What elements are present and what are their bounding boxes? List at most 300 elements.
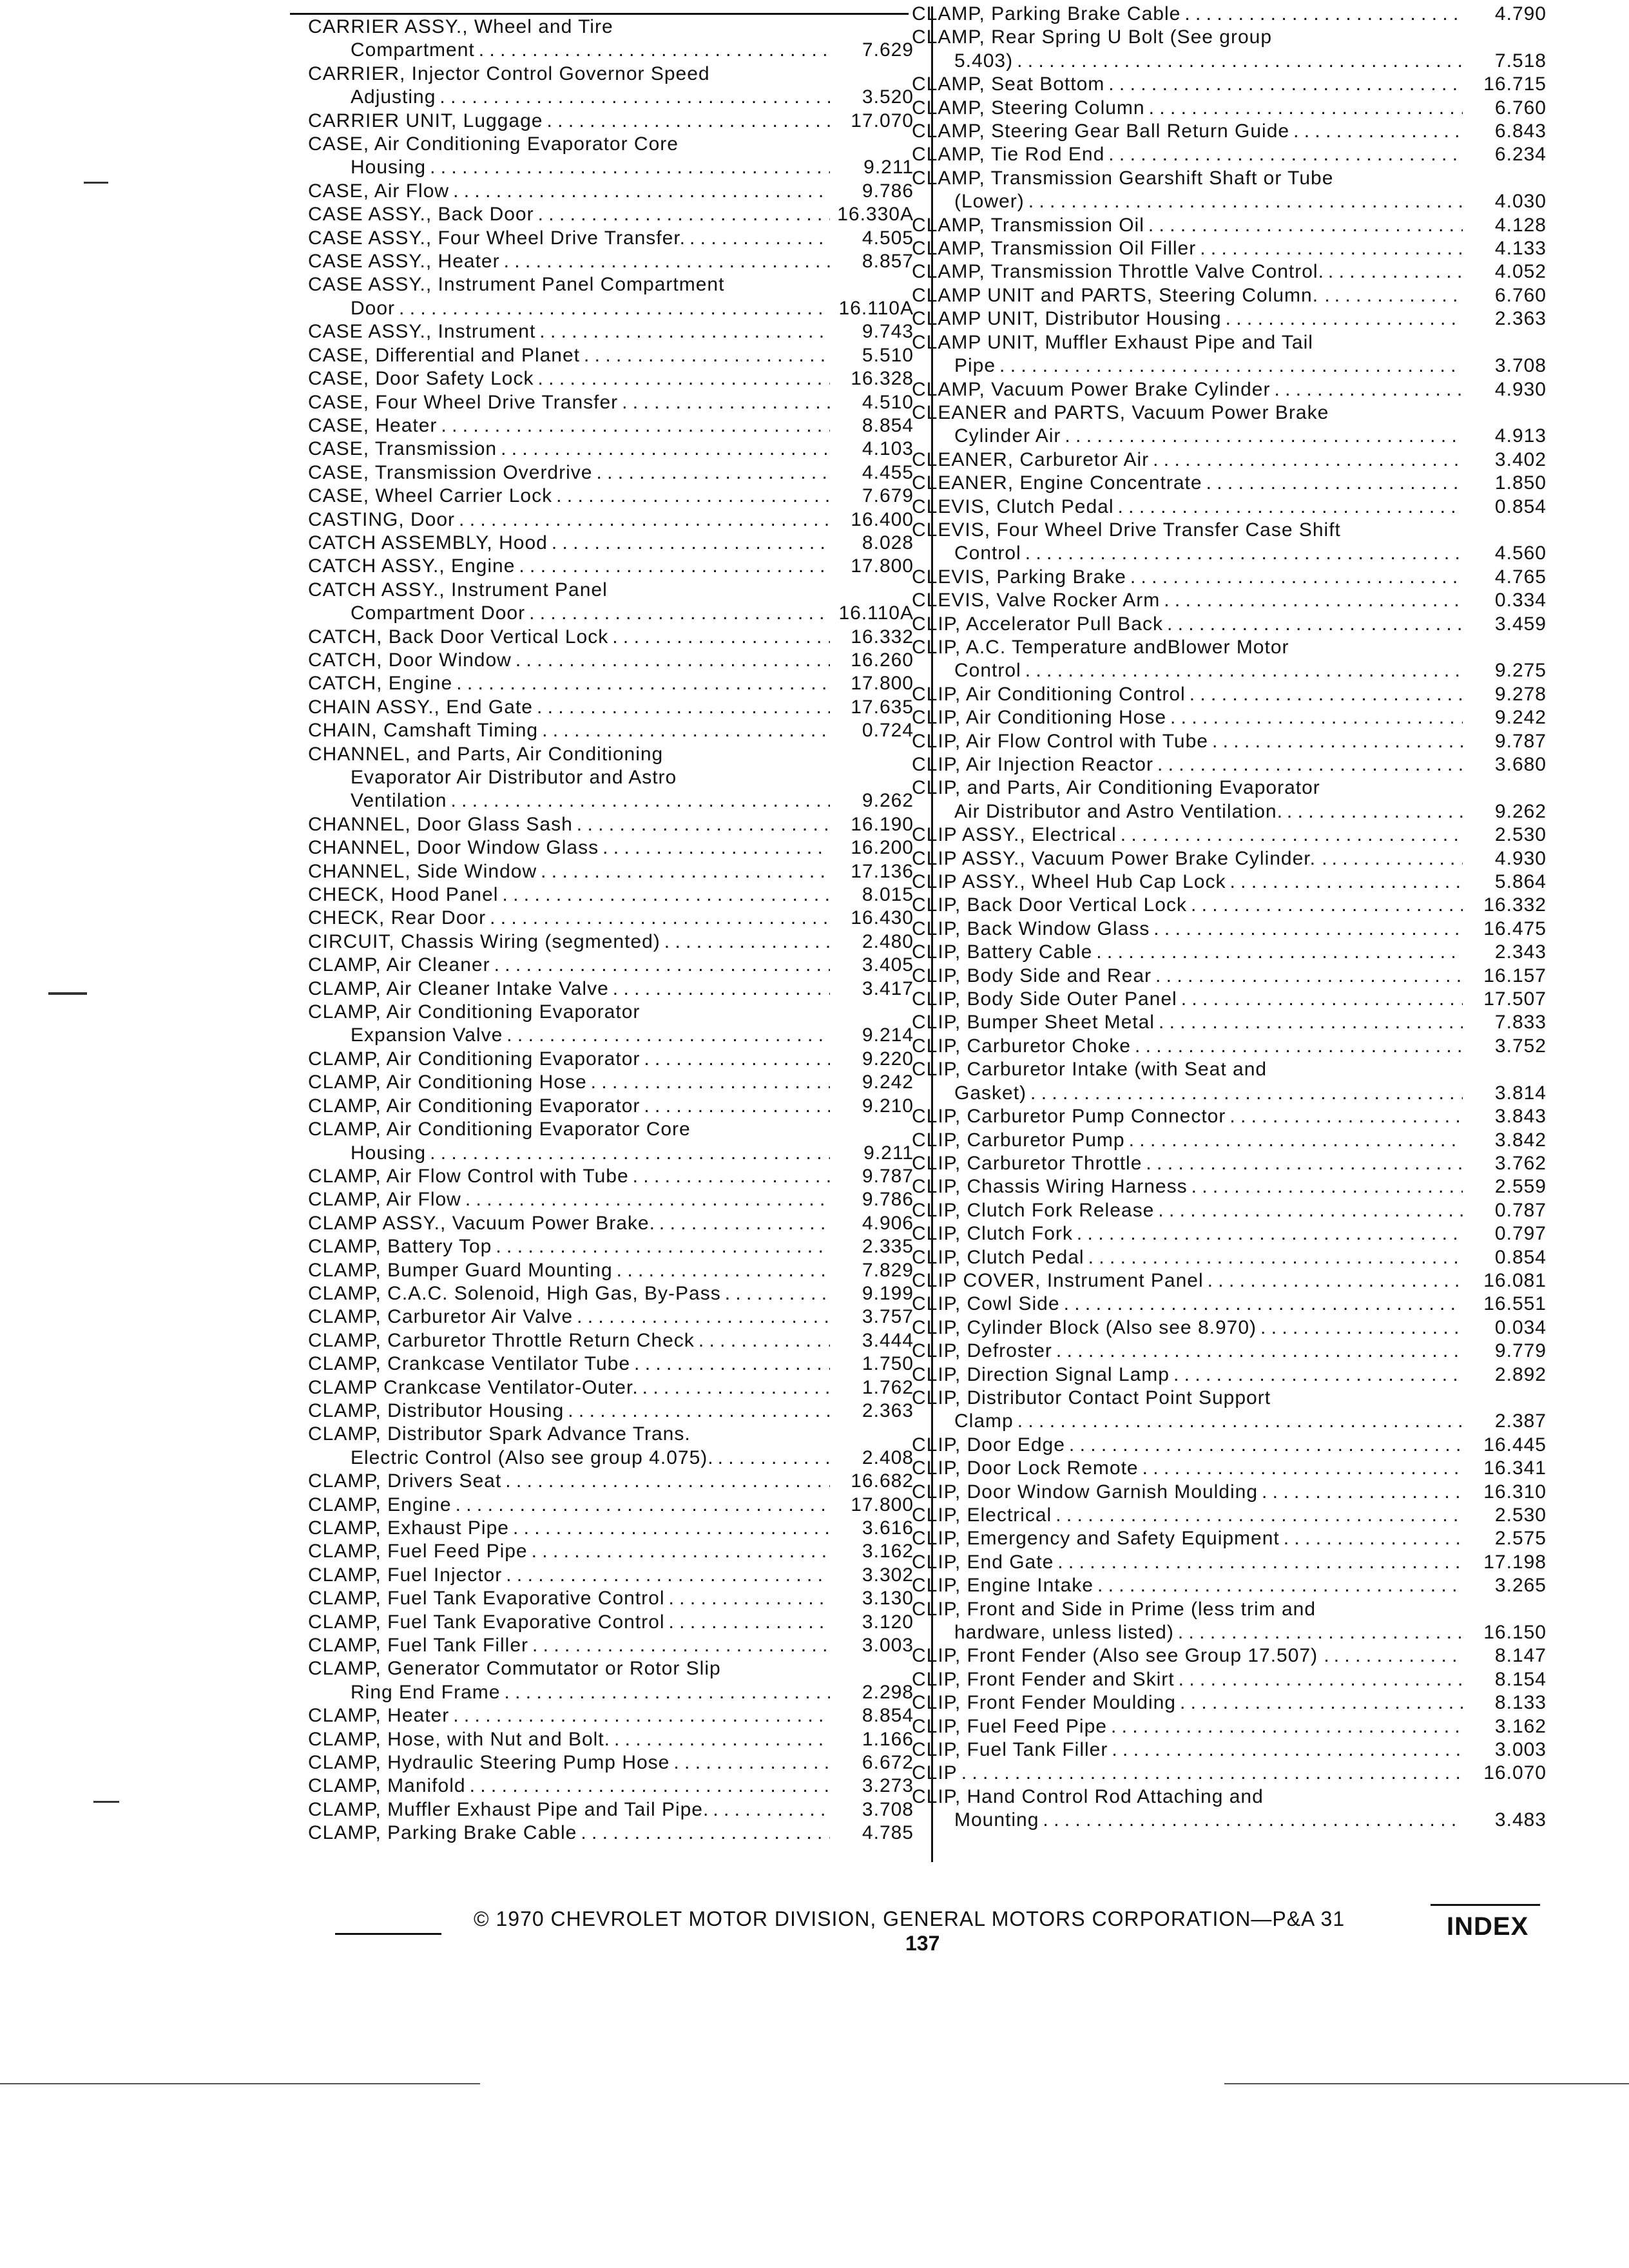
group-number: 2.530 [1494, 1504, 1547, 1526]
dot-leader [430, 156, 830, 179]
entry-text: CASE, Air Conditioning Evaporator Core [308, 133, 679, 155]
group-number: 3.273 [862, 1775, 914, 1797]
index-column-right [912, 3, 1547, 1832]
index-entry [912, 1340, 1547, 1363]
index-entry [308, 1399, 914, 1423]
index-entry [308, 719, 914, 742]
entry-text: CLIP ASSY., Vacuum Power Brake Cylinder. . [912, 847, 1328, 869]
dot-leader [1262, 1481, 1463, 1504]
index-entry [308, 414, 914, 437]
group-number: 4.455 [862, 461, 914, 483]
group-number: 16.332 [851, 626, 914, 648]
dot-leader [1117, 495, 1463, 519]
entry-text: CLAMP, Carburetor Throttle Return Check [308, 1329, 695, 1351]
group-number: 1.750 [862, 1353, 914, 1375]
entry-text: CLAMP, Fuel Injector [308, 1564, 503, 1586]
entry-text: CARRIER UNIT, Luggage [308, 110, 543, 131]
index-entry [912, 73, 1547, 96]
group-number: 7.679 [862, 485, 914, 507]
index-entry [912, 1035, 1547, 1058]
dot-leader [1043, 1809, 1463, 1832]
group-number: 2.408 [862, 1446, 914, 1468]
index-entry [912, 401, 1547, 448]
entry-text: CLAMP, Fuel Tank Evaporative Control [308, 1611, 665, 1633]
entry-text: CLAMP, Fuel Tank Filler [308, 1635, 529, 1657]
entry-text: CASE, Door Safety Lock [308, 368, 534, 390]
entry-text: CLIP, Engine Intake [912, 1575, 1094, 1597]
index-entry [912, 1175, 1547, 1198]
group-number: 8.133 [1494, 1692, 1547, 1714]
entry-text: CASTING, Door [308, 508, 456, 530]
entry-text: CLAMP, Generator Commutator or Rotor Slip [308, 1658, 721, 1680]
entry-text: CLIP, and Parts, Air Conditioning Evaporator [912, 777, 1320, 799]
index-entry [912, 26, 1547, 73]
dot-leader [718, 1446, 830, 1470]
dot-leader [725, 1282, 830, 1305]
dot-leader [1055, 1504, 1463, 1527]
index-entry [308, 1634, 914, 1657]
dot-leader [644, 1095, 830, 1118]
entry-text: CLIP, Distributor Contact Point Support [912, 1387, 1271, 1408]
index-entry [308, 367, 914, 390]
top-rule [290, 13, 909, 15]
index-entry [912, 918, 1547, 941]
dot-leader [1181, 988, 1463, 1011]
entry-text: CLAMP, Parking Brake Cable [912, 3, 1181, 24]
entry-text: CATCH, Engine [308, 673, 453, 695]
entry-text: CLIP, Front Fender and Skirt [912, 1668, 1175, 1690]
entry-text: CLEANER, Carburetor Air [912, 448, 1150, 470]
group-number: 2.480 [862, 930, 914, 952]
entry-text: CLIP, Air Injection Reactor [912, 754, 1153, 775]
entry-text: CLIP, Direction Signal Lamp [912, 1363, 1170, 1385]
index-entry [912, 143, 1547, 166]
entry-text: CLAMP, Hose, with Nut and Bolt. [308, 1728, 610, 1750]
dot-leader [465, 1188, 830, 1211]
index-entry [912, 730, 1547, 753]
index-entry [308, 649, 914, 672]
dot-leader [1155, 965, 1463, 988]
entry-text: CASE ASSY., Four Wheel Drive Transfer. [308, 227, 686, 249]
dot-leader [1226, 307, 1463, 331]
entry-text: CATCH, Door Window [308, 649, 512, 671]
index-entry [308, 133, 914, 180]
entry-text: CLAMP, Transmission Oil Filler [912, 238, 1197, 260]
group-number: 0.854 [1494, 1246, 1547, 1268]
index-entry [308, 1095, 914, 1118]
group-number: 9.275 [1494, 660, 1547, 682]
dot-leader [541, 860, 830, 883]
index-entry [912, 1222, 1547, 1245]
index-entry [308, 110, 914, 133]
group-number: 4.052 [1494, 261, 1547, 283]
entry-text: CASE, Four Wheel Drive Transfer [308, 391, 619, 413]
entry-text: CLAMP, Drivers Seat [308, 1470, 502, 1492]
group-number: 2.343 [1494, 941, 1547, 963]
entry-text: CHAIN, Camshaft Timing [308, 720, 539, 742]
index-entry [308, 320, 914, 343]
dot-leader [1135, 1035, 1463, 1058]
group-number: 3.003 [1494, 1739, 1547, 1761]
index-entry [912, 472, 1547, 495]
group-number: 7.518 [1494, 50, 1547, 72]
group-number: 9.199 [862, 1282, 914, 1304]
entry-text: CLIP ASSY., Wheel Hub Cap Lock [912, 871, 1226, 893]
group-number: 16.200 [851, 837, 914, 859]
dot-leader [1088, 1246, 1463, 1269]
entry-text: CLIP, Air Conditioning Control [912, 683, 1186, 705]
group-number: 2.575 [1494, 1528, 1547, 1550]
dot-leader [501, 437, 830, 461]
entry-text: CLAMP, Air Conditioning Evaporator [308, 1001, 641, 1023]
group-number: 4.030 [1494, 191, 1547, 213]
dot-leader [1191, 1175, 1463, 1198]
entry-text: CLIP, Clutch Fork Release [912, 1199, 1155, 1221]
entry-text: CLEVIS, Parking Brake [912, 566, 1126, 588]
index-entry [308, 743, 914, 813]
entry-text: Housing [351, 1142, 427, 1164]
entry-text: Control [954, 660, 1021, 682]
group-number: 5.510 [862, 344, 914, 366]
index-entry [912, 1481, 1547, 1504]
index-entry [308, 344, 914, 367]
dot-leader [556, 485, 830, 508]
dot-leader [664, 930, 830, 954]
group-number: 8.147 [1494, 1645, 1547, 1667]
dot-leader [642, 1376, 830, 1399]
group-number: 9.787 [1494, 730, 1547, 752]
index-entry [308, 1376, 914, 1399]
group-number: 2.363 [1494, 308, 1547, 330]
index-entry [912, 1011, 1547, 1034]
entry-text: CLAMP, Air Conditioning Evaporator [308, 1095, 641, 1117]
group-number: 3.003 [862, 1635, 914, 1657]
group-number: 0.724 [862, 720, 914, 742]
entry-text: CLEVIS, Clutch Pedal [912, 495, 1114, 517]
index-entry [308, 1704, 914, 1727]
entry-text: CLAMP, Seat Bottom [912, 73, 1105, 95]
entry-text: CLIP, Hand Control Rod Attaching and [912, 1785, 1264, 1807]
group-number: 1.762 [862, 1376, 914, 1398]
entry-text: CLAMP, Crankcase Ventilator Tube [308, 1353, 631, 1375]
index-entry [912, 1668, 1547, 1691]
entry-text: CLIP, Body Side and Rear [912, 965, 1152, 986]
dot-leader [1191, 894, 1463, 917]
entry-text: CLAMP ASSY., Vacuum Power Brake. [308, 1212, 655, 1234]
index-entry [912, 1762, 1547, 1785]
entry-text: CLAMP, Air Flow [308, 1189, 461, 1211]
index-entry [912, 683, 1547, 706]
dot-leader [634, 1352, 830, 1376]
index-entry [912, 1527, 1547, 1550]
dot-leader [1335, 284, 1463, 307]
entry-text: CLAMP, Tie Rod End [912, 144, 1105, 166]
group-number: 3.162 [862, 1541, 914, 1562]
margin-mark [84, 182, 108, 184]
entry-text: CLAMP UNIT, Muffler Exhaust Pipe and Tail [912, 331, 1313, 353]
dot-leader [1328, 260, 1463, 284]
entry-text: CLIP, Clutch Fork [912, 1223, 1073, 1245]
group-number: 6.234 [1494, 144, 1547, 166]
index-entry [912, 1574, 1547, 1597]
group-number: 2.363 [862, 1399, 914, 1421]
index-entry [308, 1305, 914, 1329]
group-number: 5.864 [1494, 871, 1547, 893]
entry-text: Compartment [351, 39, 475, 61]
entry-text: CLIP, Carburetor Pump Connector [912, 1106, 1226, 1128]
index-entry [308, 1188, 914, 1211]
dot-leader [1164, 589, 1463, 612]
dot-leader [532, 1634, 830, 1657]
entry-text: CLEANER, Engine Concentrate [912, 472, 1202, 494]
entry-text: CLAMP, Muffler Exhaust Pipe and Tail Pipe. [308, 1798, 709, 1820]
dot-leader [633, 1165, 830, 1188]
group-number: 16.110A [838, 602, 914, 624]
dot-leader [1178, 1621, 1463, 1644]
dot-leader [470, 1774, 830, 1798]
index-entry [912, 284, 1547, 307]
group-number: 3.302 [862, 1564, 914, 1586]
entry-text: CLAMP, Rear Spring U Bolt (See group [912, 26, 1273, 48]
entry-text: Expansion Valve [351, 1024, 503, 1046]
dot-leader [538, 203, 830, 226]
dot-leader [1158, 1199, 1463, 1222]
entry-text: CLIP, Back Window Glass [912, 918, 1150, 939]
entry-text: CLAMP, Fuel Feed Pipe [308, 1541, 528, 1562]
group-number: 9.211 [863, 157, 914, 178]
entry-text: Mounting [954, 1809, 1039, 1831]
dot-leader [537, 367, 830, 390]
dot-leader [1230, 870, 1463, 894]
index-entry [912, 1715, 1547, 1738]
group-number: 16.682 [851, 1470, 914, 1492]
group-number: 4.128 [1494, 214, 1547, 236]
entry-text: CLIP, Emergency and Safety Equipment [912, 1528, 1280, 1550]
group-number: 2.298 [862, 1681, 914, 1703]
entry-text: CLIP COVER, Instrument Panel [912, 1269, 1204, 1291]
dot-leader [1056, 1340, 1463, 1363]
dot-leader [1229, 1105, 1463, 1128]
entry-text: CLIP, Front and Side in Prime (less trim and [912, 1598, 1316, 1620]
group-number: 16.445 [1483, 1434, 1547, 1456]
entry-text: CLIP, Back Door Vertical Lock [912, 894, 1187, 916]
group-number: 16.332 [1483, 894, 1547, 916]
entry-text: CLIP, Carburetor Intake (with Seat and [912, 1059, 1268, 1081]
group-number: 4.510 [862, 391, 914, 413]
entry-text: CLIP, Door Window Garnish Moulding [912, 1481, 1258, 1503]
dot-leader [1030, 1082, 1463, 1105]
dot-leader [1332, 847, 1463, 870]
entry-text: Compartment Door [351, 602, 526, 624]
index-entry [308, 1728, 914, 1751]
group-number: 9.779 [1494, 1340, 1547, 1362]
dot-leader [399, 297, 830, 320]
index-entry [912, 1457, 1547, 1480]
index-entry [912, 753, 1547, 776]
index-entry [912, 331, 1547, 378]
group-number: 6.760 [1494, 97, 1547, 119]
entry-text: CLAMP Crankcase Ventilator-Outer. [308, 1376, 639, 1398]
group-number: 9.220 [862, 1048, 914, 1070]
dot-leader [669, 1611, 831, 1634]
group-number: 7.829 [862, 1259, 914, 1281]
dot-leader [479, 39, 830, 62]
group-number: 3.130 [862, 1588, 914, 1610]
dot-leader [1274, 378, 1463, 401]
index-entry [308, 977, 914, 1001]
group-number: 16.310 [1483, 1481, 1547, 1503]
index-entry [912, 307, 1547, 331]
dot-leader [1180, 1691, 1463, 1715]
index-entry [308, 203, 914, 226]
index-entry [912, 1434, 1547, 1457]
entry-text: Ventilation [351, 790, 447, 812]
dot-leader [502, 883, 830, 907]
entry-text: CLAMP, Heater [308, 1705, 450, 1727]
group-number: 3.757 [862, 1306, 914, 1328]
bottom-rule [1224, 2083, 1629, 2084]
dot-leader [659, 1212, 830, 1235]
group-number: 0.334 [1494, 590, 1547, 611]
dot-leader [513, 1517, 830, 1540]
dot-leader [496, 1235, 830, 1258]
group-number: 6.760 [1494, 284, 1547, 306]
entry-text: CLAMP, Exhaust Pipe [308, 1517, 509, 1539]
entry-text: CLIP, Cowl Side [912, 1293, 1060, 1315]
group-number: 4.103 [862, 438, 914, 460]
group-number: 0.787 [1494, 1199, 1547, 1221]
index-entry [308, 391, 914, 414]
index-entry [912, 1199, 1547, 1222]
section-label: INDEX [1447, 1912, 1529, 1941]
index-entry [308, 836, 914, 860]
dot-leader [669, 1587, 831, 1610]
dot-leader [459, 508, 830, 532]
entry-text: CLIP, Front Fender Moulding [912, 1692, 1176, 1714]
index-entry [308, 696, 914, 719]
entry-text: Adjusting [351, 86, 436, 108]
dot-leader [1212, 730, 1463, 753]
index-entry [308, 1540, 914, 1563]
entry-text: CLIP, Air Conditioning Hose [912, 707, 1166, 729]
index-entry [308, 227, 914, 250]
entry-text: CASE, Differential and Planet [308, 344, 581, 366]
index-entry [308, 15, 914, 62]
index-entry [308, 1494, 914, 1517]
group-number: 9.786 [862, 1189, 914, 1211]
entry-text: CATCH ASSEMBLY, Hood [308, 532, 548, 553]
group-number: 4.765 [1494, 566, 1547, 588]
group-number: 4.560 [1494, 543, 1547, 564]
dot-leader [1028, 190, 1463, 213]
index-entry [912, 519, 1547, 566]
dot-leader [1200, 237, 1463, 260]
index-entry [912, 448, 1547, 472]
index-entry [912, 260, 1547, 284]
index-entry [912, 1058, 1547, 1105]
index-entry [308, 860, 914, 883]
entry-text: CASE ASSY., Instrument Panel Compartment [308, 274, 725, 296]
dot-leader [713, 1798, 830, 1821]
dot-leader [1148, 214, 1463, 237]
dot-leader [1206, 472, 1463, 495]
entry-text: CHANNEL, Door Glass Sash [308, 813, 573, 835]
group-number: 3.762 [1494, 1152, 1547, 1174]
dot-leader [584, 344, 830, 367]
group-number: 16.110A [838, 297, 914, 319]
index-entry [912, 941, 1547, 964]
group-number: 16.400 [851, 508, 914, 530]
entry-text: 5.403) [954, 50, 1014, 72]
index-entry [308, 1001, 914, 1048]
entry-text: CIRCUIT, Chassis Wiring (segmented) [308, 930, 660, 952]
group-number: 17.198 [1483, 1551, 1547, 1573]
entry-text: CLAMP, Air Flow Control with Tube [308, 1165, 629, 1187]
dot-leader [622, 391, 830, 414]
entry-text: Housing [351, 157, 427, 178]
group-number: 9.242 [862, 1072, 914, 1093]
index-entry [308, 1587, 914, 1610]
entry-text: Door [351, 297, 396, 319]
group-number: 17.136 [851, 860, 914, 882]
entry-text: CLEVIS, Four Wheel Drive Transfer Case Shift [912, 519, 1341, 541]
index-entry [912, 894, 1547, 917]
entry-text: hardware, unless listed) [954, 1622, 1174, 1644]
index-entry [308, 1282, 914, 1305]
entry-text: CATCH ASSY., Instrument Panel [308, 579, 608, 601]
dot-leader [1208, 1269, 1463, 1293]
group-number: 1.166 [862, 1728, 914, 1750]
dot-leader [441, 414, 830, 437]
index-entry [912, 636, 1547, 683]
dot-leader [1112, 1738, 1463, 1762]
dot-leader [453, 180, 830, 203]
index-entry [912, 1738, 1547, 1762]
index-entry [308, 1352, 914, 1376]
group-number: 4.913 [1494, 425, 1547, 447]
entry-text: CASE, Transmission Overdrive [308, 461, 593, 483]
group-number: 2.387 [1494, 1410, 1547, 1432]
dot-leader [1146, 1152, 1463, 1175]
group-number: 9.786 [862, 180, 914, 202]
index-entry [912, 1293, 1547, 1316]
index-entry [912, 823, 1547, 847]
index-entry [308, 532, 914, 555]
group-number: 0.854 [1494, 495, 1547, 517]
index-entry [912, 214, 1547, 237]
dot-leader [1153, 918, 1463, 941]
dot-leader [617, 1259, 830, 1282]
dot-leader [1017, 50, 1463, 73]
group-number: 3.444 [862, 1329, 914, 1351]
index-entry [912, 847, 1547, 870]
group-number: 9.214 [862, 1024, 914, 1046]
margin-mark [93, 1801, 119, 1803]
dot-leader [542, 719, 830, 742]
entry-text: CASE, Air Flow [308, 180, 450, 202]
dot-leader [1025, 659, 1463, 682]
group-number: 3.417 [862, 977, 914, 999]
group-number: 3.459 [1494, 613, 1547, 635]
group-number: 6.672 [862, 1752, 914, 1774]
group-number: 9.210 [862, 1095, 914, 1117]
margin-mark [48, 992, 87, 995]
entry-text: CLAMP, Parking Brake Cable [308, 1822, 577, 1844]
entry-text: CASE, Transmission [308, 438, 497, 460]
index-entry [308, 461, 914, 485]
entry-text: Electric Control (Also see group 4.075). [351, 1446, 714, 1468]
group-number: 16.081 [1483, 1269, 1547, 1291]
